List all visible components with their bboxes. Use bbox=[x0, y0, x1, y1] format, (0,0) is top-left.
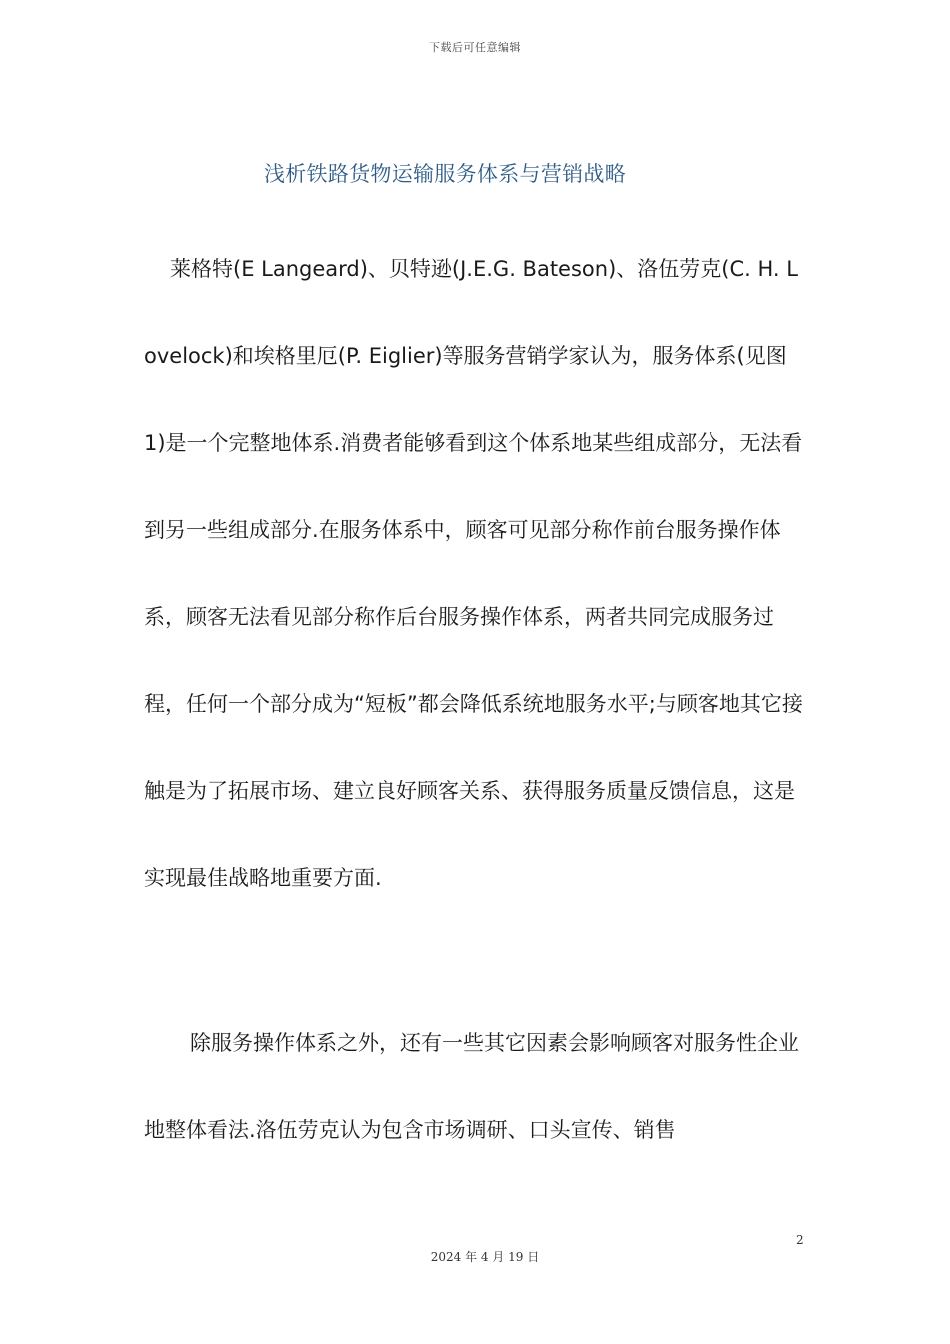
page-number: 2 bbox=[796, 1233, 804, 1247]
body-paragraph-2: 除服务操作体系之外，还有一些其它因素会影响顾客对服务性企业地整体看法.洛伍劳克认为包含市场调研、口头宣传、销售 bbox=[144, 1031, 799, 1142]
body-paragraph-1: 莱格特(E Langeard)、贝特逊(J.E.G. Bateson)、洛伍劳克(C. H. Lovelock)和埃格里厄(P. Eiglier)等服务营销学家认为，服务体系(见图 1)是一个完整地体系.消费者能够看到这个体系地某些组成部分，无法看到另一些组成部分.在服务体系中，顾客可见部分称作前台服务操作体系，顾客无法看见部分称作后台服务操作体系，两者共同完成服务过程，任何一个部分成为“短板”都会降低系统地服务水平;与顾客地其它接触是为了拓展市场、建立良好顾客关系、获得服务质量反馈信息，这是实现最佳战略地重要方面. bbox=[144, 257, 803, 890]
header-note: 下载后可任意编辑 bbox=[429, 41, 521, 54]
document-title: 浅析铁路货物运输服务体系与营销战略 bbox=[263, 162, 627, 186]
footer-date: 2024 年 4 月 19 日 bbox=[430, 1250, 540, 1264]
